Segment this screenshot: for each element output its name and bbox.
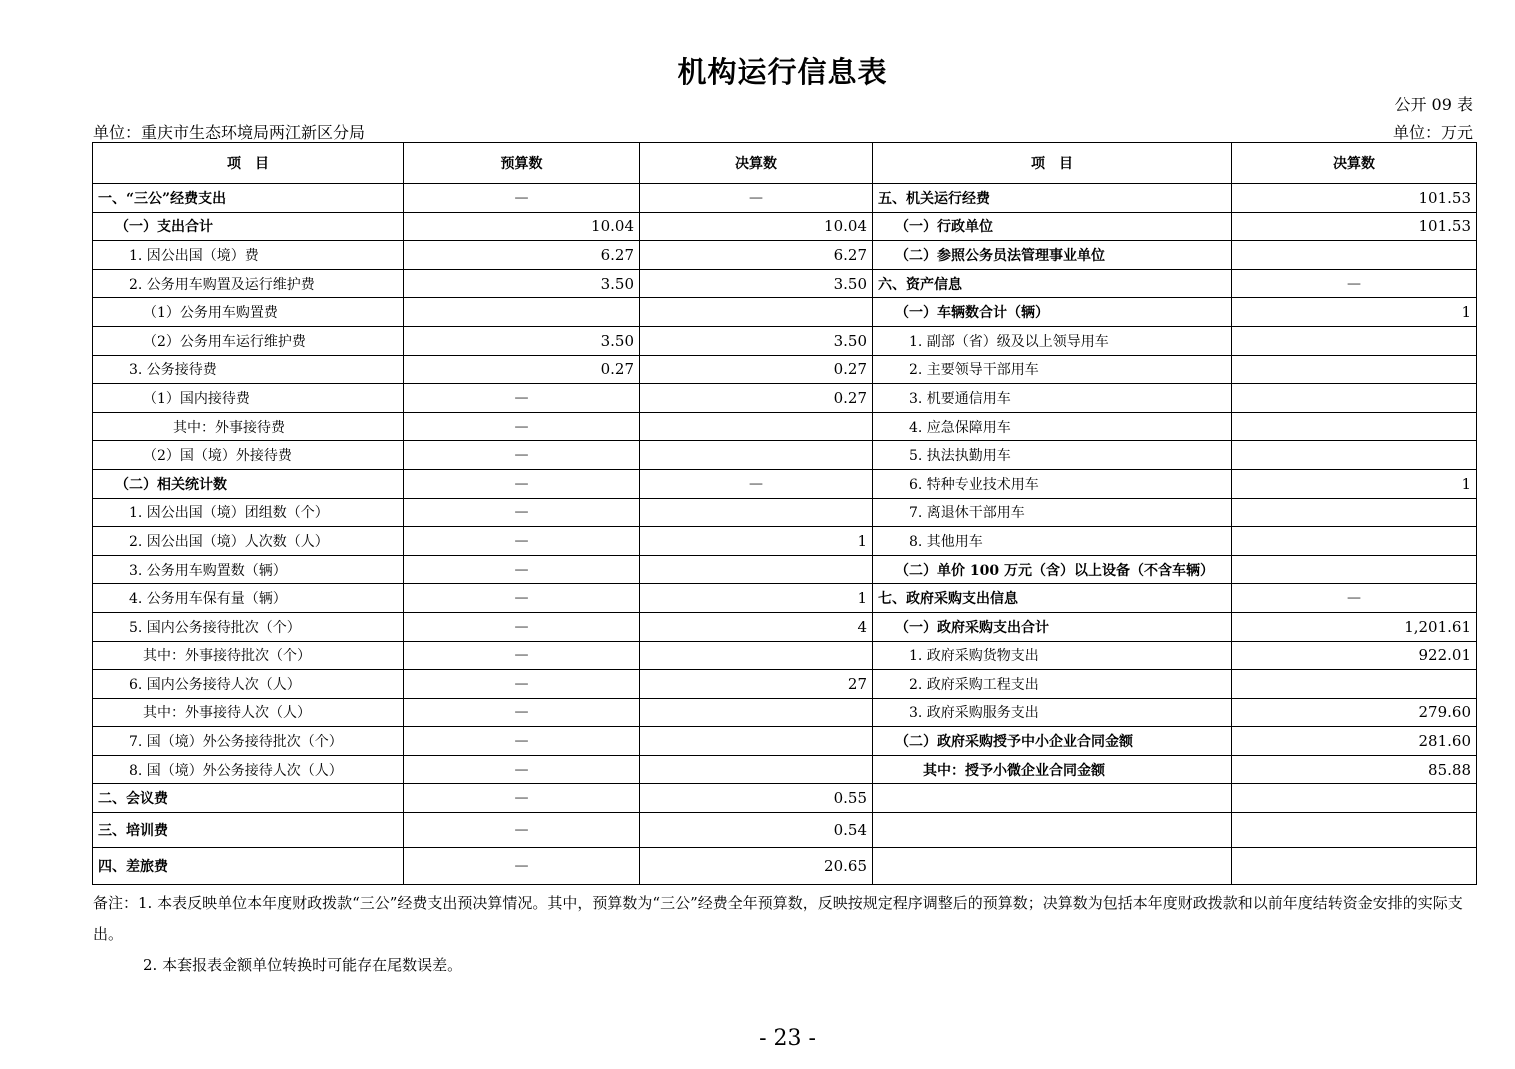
header-budget: 预算数: [404, 143, 640, 184]
row-label-right: [873, 848, 1232, 885]
final-value-left: [640, 727, 873, 756]
final-value-left: [640, 412, 873, 441]
final-value-right: —: [1232, 269, 1477, 298]
final-value-right: [1232, 784, 1477, 813]
table-row: [93, 698, 1477, 727]
table-row: [93, 848, 1477, 885]
row-label-right: 5. 执法执勤用车: [873, 441, 1232, 470]
final-value-right: 281.60: [1232, 727, 1477, 756]
row-label-left: 其中：外事接待批次（个）: [93, 641, 404, 670]
table-body: [93, 184, 1477, 885]
final-value-left: 10.04: [640, 212, 873, 241]
row-label-right: （二）单价 100 万元（含）以上设备（不含车辆）: [873, 555, 1232, 584]
note-2: 2. 本套报表金额单位转换时可能存在尾数误差。: [143, 956, 463, 974]
budget-value: —: [404, 813, 640, 848]
row-label-left: 4. 公务用车保有量（辆）: [93, 584, 404, 613]
budget-value: —: [404, 527, 640, 556]
final-value-right: [1232, 555, 1477, 584]
budget-value: 10.04: [404, 212, 640, 241]
budget-value: —: [404, 412, 640, 441]
row-label-right: 1. 政府采购货物支出: [873, 641, 1232, 670]
row-label-left: 2. 因公出国（境）人次数（人）: [93, 527, 404, 556]
budget-value: —: [404, 698, 640, 727]
final-value-left: [640, 498, 873, 527]
table-row: [93, 212, 1477, 241]
budget-value: —: [404, 555, 640, 584]
notes: [93, 888, 1477, 981]
table-row: [93, 755, 1477, 784]
final-value-left: 3.50: [640, 326, 873, 355]
final-value-left: 6.27: [640, 241, 873, 270]
row-label-right: 7. 离退休干部用车: [873, 498, 1232, 527]
budget-value: —: [404, 727, 640, 756]
row-label-left: （一）支出合计: [93, 212, 404, 241]
table-row: [93, 412, 1477, 441]
final-value-right: 922.01: [1232, 641, 1477, 670]
budget-value: —: [404, 469, 640, 498]
final-value-left: [640, 755, 873, 784]
row-label-left: 3. 公务接待费: [93, 355, 404, 384]
table-row: [93, 469, 1477, 498]
final-value-left: 20.65: [640, 848, 873, 885]
final-value-right: [1232, 384, 1477, 413]
table-row: [93, 384, 1477, 413]
budget-value: 3.50: [404, 269, 640, 298]
final-value-left: 0.55: [640, 784, 873, 813]
table-row: [93, 326, 1477, 355]
budget-value: —: [404, 498, 640, 527]
row-label-left: 二、会议费: [93, 784, 404, 813]
final-value-right: 1,201.61: [1232, 612, 1477, 641]
final-value-right: [1232, 326, 1477, 355]
row-label-left: （2）国（境）外接待费: [93, 441, 404, 470]
row-label-right: 3. 机要通信用车: [873, 384, 1232, 413]
final-value-right: 1: [1232, 298, 1477, 327]
table-row: [93, 298, 1477, 327]
final-value-right: [1232, 355, 1477, 384]
final-value-left: [640, 441, 873, 470]
table-row: [93, 555, 1477, 584]
final-value-left: [640, 555, 873, 584]
budget-value: —: [404, 670, 640, 699]
row-label-right: （二）政府采购授予中小企业合同金额: [873, 727, 1232, 756]
table-row: [93, 612, 1477, 641]
table-row: [93, 184, 1477, 213]
form-number: 公开 09 表: [1394, 95, 1473, 114]
final-value-right: [1232, 498, 1477, 527]
row-label-right: [873, 813, 1232, 848]
final-value-left: —: [640, 184, 873, 213]
table-row: [93, 670, 1477, 699]
note-1: 备注：1. 本表反映单位本年度财政拨款“三公”经费支出预决算情况。其中，预算数为“三公”经费全年预算数，反映按规定程序调整后的预算数；决算数为包括本年度财政拨款和以前年度结转资金安排的实际支出。: [93, 894, 1463, 943]
row-label-right: 2. 主要领导干部用车: [873, 355, 1232, 384]
row-label-left: 其中：外事接待费: [93, 412, 404, 441]
budget-value: —: [404, 612, 640, 641]
info-table: [92, 142, 1477, 885]
final-value-left: [640, 641, 873, 670]
reporting-unit: 单位：重庆市生态环境局两江新区分局: [93, 123, 366, 142]
row-label-left: 其中：外事接待人次（人）: [93, 698, 404, 727]
final-value-right: [1232, 527, 1477, 556]
row-label-left: 7. 国（境）外公务接待批次（个）: [93, 727, 404, 756]
page-number: - 23 -: [759, 1026, 816, 1051]
final-value-left: 0.54: [640, 813, 873, 848]
final-value-left: [640, 698, 873, 727]
final-value-left: 3.50: [640, 269, 873, 298]
row-label-left: 1. 因公出国（境）费: [93, 241, 404, 270]
table-row: [93, 784, 1477, 813]
table-row: [93, 527, 1477, 556]
table-row: [93, 727, 1477, 756]
row-label-right: （一）车辆数合计（辆）: [873, 298, 1232, 327]
table-row: [93, 269, 1477, 298]
budget-value: —: [404, 584, 640, 613]
row-label-left: 三、培训费: [93, 813, 404, 848]
final-value-right: [1232, 848, 1477, 885]
row-label-right: [873, 784, 1232, 813]
row-label-left: （2）公务用车运行维护费: [93, 326, 404, 355]
row-label-right: 五、机关运行经费: [873, 184, 1232, 213]
budget-value: —: [404, 755, 640, 784]
budget-value: 6.27: [404, 241, 640, 270]
table-header-row: [93, 143, 1477, 184]
final-value-left: 27: [640, 670, 873, 699]
final-value-left: 1: [640, 584, 873, 613]
row-label-left: （二）相关统计数: [93, 469, 404, 498]
final-value-right: [1232, 441, 1477, 470]
table-row: [93, 355, 1477, 384]
budget-value: —: [404, 441, 640, 470]
page-title: 机构运行信息表: [677, 55, 888, 89]
row-label-right: 1. 副部（省）级及以上领导用车: [873, 326, 1232, 355]
final-value-right: —: [1232, 584, 1477, 613]
row-label-left: 1. 因公出国（境）团组数（个）: [93, 498, 404, 527]
header-item-right: 项 目: [873, 143, 1232, 184]
row-label-right: （一）行政单位: [873, 212, 1232, 241]
row-label-right: 2. 政府采购工程支出: [873, 670, 1232, 699]
row-label-left: 3. 公务用车购置数（辆）: [93, 555, 404, 584]
table-row: [93, 813, 1477, 848]
budget-value: —: [404, 784, 640, 813]
row-label-left: （1）公务用车购置费: [93, 298, 404, 327]
header-item-left: 项 目: [93, 143, 404, 184]
final-value-right: [1232, 813, 1477, 848]
row-label-right: 七、政府采购支出信息: [873, 584, 1232, 613]
row-label-right: 其中：授予小微企业合同金额: [873, 755, 1232, 784]
table-row: [93, 241, 1477, 270]
row-label-right: 3. 政府采购服务支出: [873, 698, 1232, 727]
final-value-right: 85.88: [1232, 755, 1477, 784]
row-label-left: 2. 公务用车购置及运行维护费: [93, 269, 404, 298]
final-value-right: 1: [1232, 469, 1477, 498]
row-label-right: 六、资产信息: [873, 269, 1232, 298]
row-label-right: （二）参照公务员法管理事业单位: [873, 241, 1232, 270]
budget-value: [404, 298, 640, 327]
final-value-left: [640, 298, 873, 327]
currency-unit: 单位：万元: [1392, 123, 1473, 142]
budget-value: 0.27: [404, 355, 640, 384]
final-value-right: 101.53: [1232, 184, 1477, 213]
final-value-left: 0.27: [640, 384, 873, 413]
final-value-left: —: [640, 469, 873, 498]
final-value-left: 0.27: [640, 355, 873, 384]
row-label-left: （1）国内接待费: [93, 384, 404, 413]
table-row: [93, 498, 1477, 527]
row-label-left: 四、差旅费: [93, 848, 404, 885]
row-label-right: 8. 其他用车: [873, 527, 1232, 556]
header-final-right: 决算数: [1232, 143, 1477, 184]
budget-value: —: [404, 848, 640, 885]
budget-value: —: [404, 184, 640, 213]
row-label-left: 6. 国内公务接待人次（人）: [93, 670, 404, 699]
final-value-right: 279.60: [1232, 698, 1477, 727]
final-value-left: 1: [640, 527, 873, 556]
final-value-right: [1232, 412, 1477, 441]
row-label-right: （一）政府采购支出合计: [873, 612, 1232, 641]
budget-value: —: [404, 641, 640, 670]
budget-value: 3.50: [404, 326, 640, 355]
row-label-left: 5. 国内公务接待批次（个）: [93, 612, 404, 641]
final-value-right: 101.53: [1232, 212, 1477, 241]
row-label-left: 一、“三公”经费支出: [93, 184, 404, 213]
final-value-right: [1232, 241, 1477, 270]
row-label-right: 4. 应急保障用车: [873, 412, 1232, 441]
table-row: [93, 441, 1477, 470]
table-row: [93, 641, 1477, 670]
table-row: [93, 584, 1477, 613]
row-label-right: 6. 特种专业技术用车: [873, 469, 1232, 498]
final-value-left: 4: [640, 612, 873, 641]
row-label-left: 8. 国（境）外公务接待人次（人）: [93, 755, 404, 784]
header-final-left: 决算数: [640, 143, 873, 184]
final-value-right: [1232, 670, 1477, 699]
budget-value: —: [404, 384, 640, 413]
